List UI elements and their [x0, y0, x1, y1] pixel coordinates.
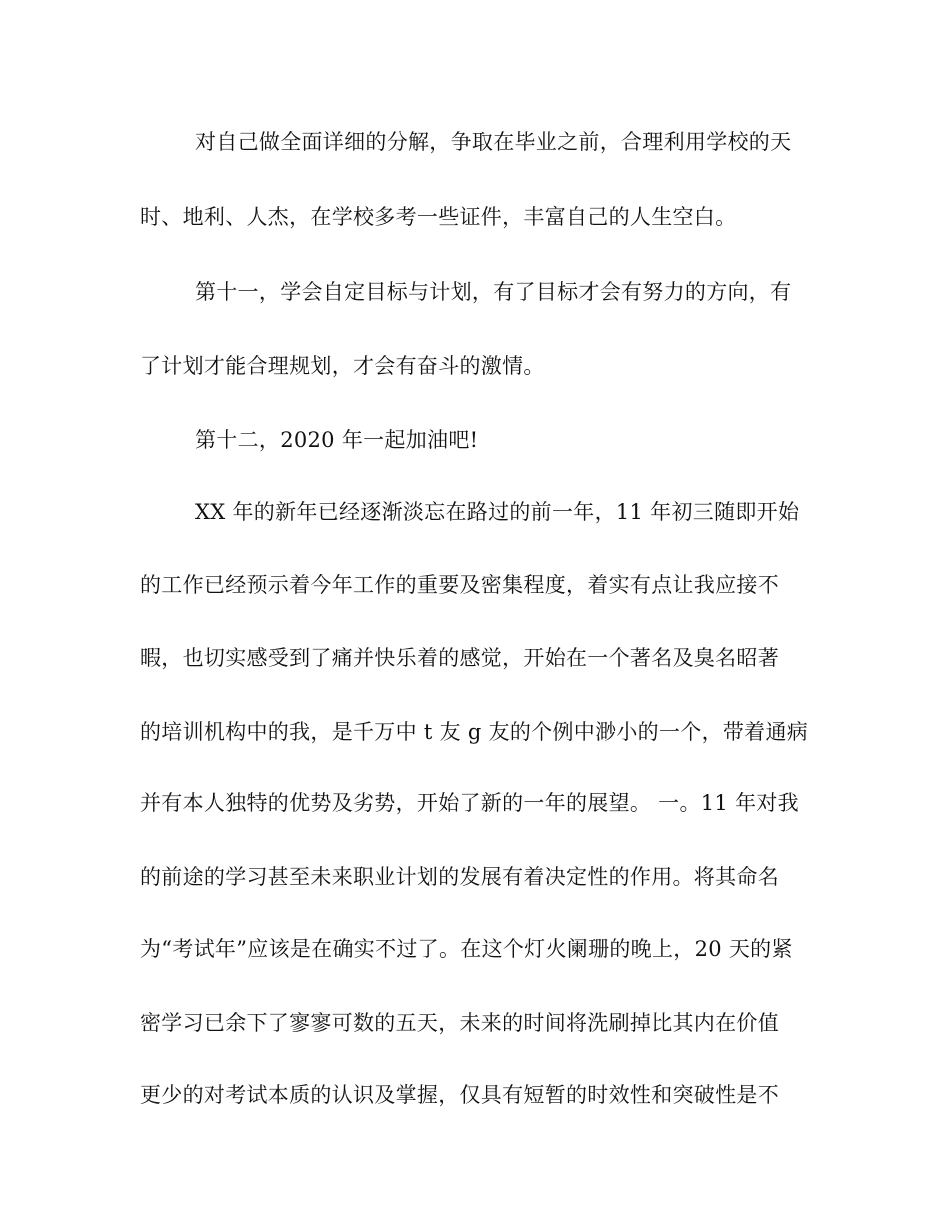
paragraph-line: 密学习已余下了寥寥可数的五天，未来的时间将洗刷掉比其内在价值 [140, 1011, 779, 1035]
paragraph-line: 为“考试年”应该是在确实不过了。在这个灯火阑珊的晚上，20 天的紧 [140, 937, 793, 961]
paragraph-line: XX 年的新年已经逐渐淡忘在路过的前一年，11 年初三随即开始 [195, 500, 800, 524]
paragraph-line: 时、地利、人杰，在学校多考一些证件，丰富自己的人生空白。 [140, 205, 737, 229]
paragraph-line: 暇，也切实感受到了痛并快乐着的感觉，开始在一个著名及臭名昭著 [140, 646, 779, 670]
paragraph-line: 的前途的学习甚至未来职业计划的发展有着决定性的作用。将其命名 [140, 865, 779, 889]
paragraph-line: 的培训机构中的我，是千万中 t 友 g 友的个例中渺小的一个，带着通病 [140, 720, 809, 744]
paragraph-line: 第十一，学会自定目标与计划，有了目标才会有努力的方向，有 [195, 280, 792, 304]
paragraph-line: 了计划才能合理规划，才会有奋斗的激情。 [140, 354, 545, 378]
paragraph-line: 并有本人独特的优势及劣势，开始了新的一年的展望。 一。11 年对我 [140, 791, 799, 815]
paragraph-line: 的工作已经预示着今年工作的重要及密集程度，着实有点让我应接不 [140, 573, 779, 597]
paragraph-line: 对自己做全面详细的分解，争取在毕业之前，合理利用学校的天 [195, 130, 792, 154]
paragraph-line: 更少的对考试本质的认识及掌握，仅具有短暂的时效性和突破性是不 [140, 1083, 779, 1107]
paragraph-line: 第十二，2020 年一起加油吧! [195, 428, 479, 452]
